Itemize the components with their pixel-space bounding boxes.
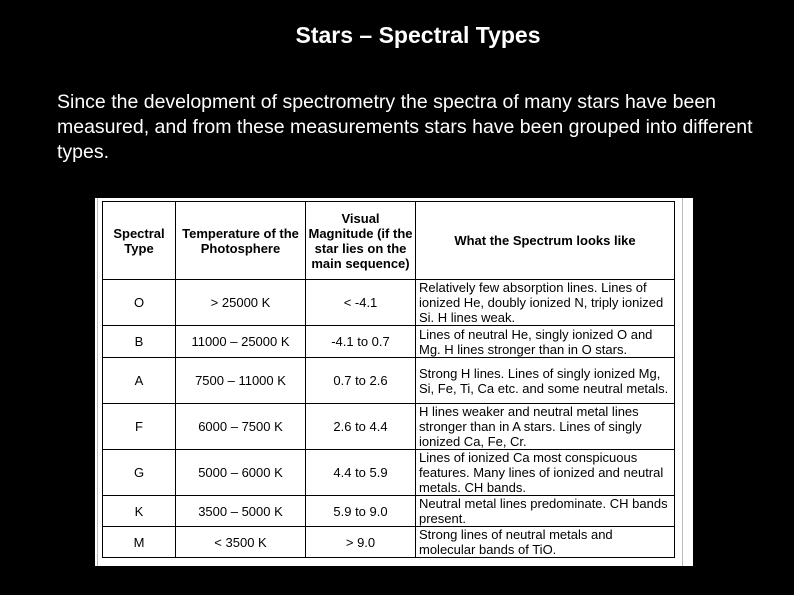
table-header-row <box>103 202 675 280</box>
page-title: Stars – Spectral Types <box>295 22 541 48</box>
cell-spectral-type: B <box>103 326 176 358</box>
cell-spectrum-description: Relatively few absorption lines. Lines of ionized He, doubly ionized N, triply ionized Si. H lines weak. <box>416 280 675 326</box>
cell-spectrum-description: Lines of ionized Ca most conspicuous features. Many lines of ionized and neutral metals. CH bands. <box>416 450 675 496</box>
cell-visual-magnitude: 0.7 to 2.6 <box>306 358 416 404</box>
cell-spectrum-description: H lines weaker and neutral metal lines stronger than in A stars. Lines of singly ionized Ca, Fe, Cr. <box>416 404 675 450</box>
cell-visual-magnitude: 4.4 to 5.9 <box>306 450 416 496</box>
table-row <box>103 527 675 558</box>
table-row <box>103 280 675 326</box>
frame-line <box>97 198 98 566</box>
table-row <box>103 404 675 450</box>
table-row <box>103 496 675 527</box>
table-row <box>103 358 675 404</box>
cell-temperature: 11000 – 25000 K <box>176 326 306 358</box>
header-temperature: Temperature of the Photosphere <box>176 202 306 280</box>
cell-visual-magnitude: -4.1 to 0.7 <box>306 326 416 358</box>
cell-spectral-type: K <box>103 496 176 527</box>
cell-visual-magnitude: < -4.1 <box>306 280 416 326</box>
cell-spectrum-description: Strong H lines. Lines of singly ionized Mg, Si, Fe, Ti, Ca etc. and some neutral metals. <box>416 358 675 404</box>
table-row <box>103 450 675 496</box>
cell-spectrum-description: Neutral metal lines predominate. CH bands present. <box>416 496 675 527</box>
cell-visual-magnitude: > 9.0 <box>306 527 416 558</box>
cell-temperature: 3500 – 5000 K <box>176 496 306 527</box>
header-spectrum-description: What the Spectrum looks like <box>416 202 675 280</box>
header-spectral-type: Spectral Type <box>103 202 176 280</box>
intro-paragraph: Since the development of spectrometry the spectra of many stars have been measured, and from these measurements stars have been grouped into different types. <box>57 91 753 163</box>
table-row <box>103 326 675 358</box>
cell-spectral-type: A <box>103 358 176 404</box>
cell-spectral-type: F <box>103 404 176 450</box>
cell-visual-magnitude: 2.6 to 4.4 <box>306 404 416 450</box>
cell-spectral-type: M <box>103 527 176 558</box>
cell-spectral-type: O <box>103 280 176 326</box>
spectral-types-table <box>102 201 675 558</box>
header-visual-magnitude: Visual Magnitude (if the star lies on the main sequence) <box>306 202 416 280</box>
cell-temperature: 6000 – 7500 K <box>176 404 306 450</box>
cell-spectrum-description: Strong lines of neutral metals and molecular bands of TiO. <box>416 527 675 558</box>
frame-line <box>682 198 683 566</box>
cell-spectral-type: G <box>103 450 176 496</box>
cell-temperature: 5000 – 6000 K <box>176 450 306 496</box>
cell-temperature: 7500 – 11000 K <box>176 358 306 404</box>
cell-spectrum-description: Lines of neutral He, singly ionized O and Mg. H lines stronger than in O stars. <box>416 326 675 358</box>
spectral-table-frame <box>95 198 693 566</box>
cell-temperature: > 25000 K <box>176 280 306 326</box>
cell-visual-magnitude: 5.9 to 9.0 <box>306 496 416 527</box>
cell-temperature: < 3500 K <box>176 527 306 558</box>
